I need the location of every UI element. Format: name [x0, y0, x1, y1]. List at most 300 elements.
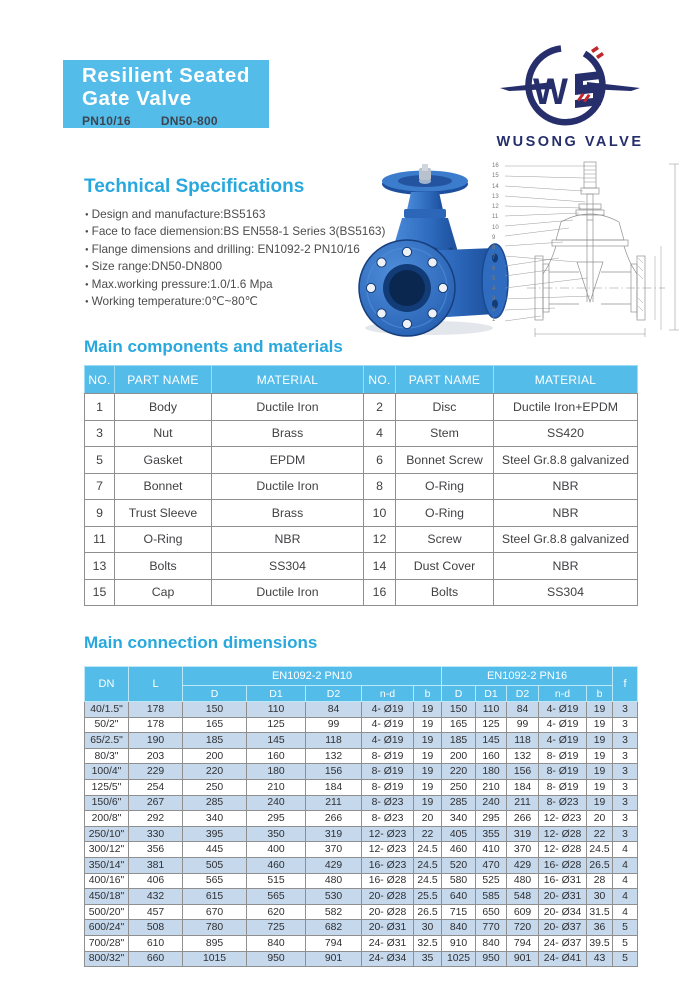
d1-pn10-cell: 180 [247, 764, 306, 780]
d-pn10-cell: 395 [183, 826, 247, 842]
d-pn16-cell: 340 [442, 811, 476, 827]
material-cell: Steel Gr.8.8 galvanized [494, 526, 638, 553]
material-cell: SS304 [494, 579, 638, 606]
part-name-cell: Screw [396, 526, 494, 553]
dn-cell: 150/6" [85, 795, 129, 811]
callout-label: 10 [492, 224, 499, 231]
callout-label: 8 [492, 245, 496, 252]
nd-pn10-cell: 24- Ø31 [362, 935, 414, 951]
dimensions-row [85, 811, 638, 827]
b-pn10-cell: 30 [414, 920, 442, 936]
material-cell: NBR [494, 553, 638, 580]
d2-pn16-cell: 901 [507, 951, 539, 967]
nd-pn16-cell: 16- Ø28 [539, 857, 587, 873]
callout-label: 9 [492, 234, 496, 241]
b-pn16-cell: 19 [587, 702, 613, 718]
f-cell: 4 [613, 842, 638, 858]
b-pn10-cell: 19 [414, 748, 442, 764]
gate-valve-section-drawing-image [489, 158, 689, 340]
group-header-pn10: EN1092-2 PN10 [183, 667, 442, 686]
d2-pn16-cell: 184 [507, 779, 539, 795]
dn-cell: 450/18" [85, 889, 129, 905]
no-cell: 16 [364, 579, 396, 606]
dimensions-row [85, 702, 638, 718]
d2-pn16-cell: 609 [507, 904, 539, 920]
nd-pn16-cell: 24- Ø41 [539, 951, 587, 967]
spec-item: ● Max.working pressure:1.0/1.6 Mpa [85, 276, 360, 293]
components-row [85, 447, 638, 474]
b-pn10-cell: 26.5 [414, 904, 442, 920]
f-cell: 5 [613, 951, 638, 967]
d2-pn16-cell: 720 [507, 920, 539, 936]
dn-cell: 800/32" [85, 951, 129, 967]
dimensions-row [85, 795, 638, 811]
brand-name: WUSONG VALVE [496, 134, 644, 150]
product-title-line-2: Gate Valve [82, 86, 192, 110]
f-cell: 3 [613, 748, 638, 764]
d1-pn16-cell: 410 [476, 842, 507, 858]
spec-item: ● Flange dimensions and drilling: EN1092-2 PN10/16 [85, 241, 360, 258]
part-name-cell: Body [115, 394, 212, 421]
no-cell: 2 [364, 394, 396, 421]
d1-pn10-cell: 110 [247, 702, 306, 718]
nd-pn10-cell: 8- Ø19 [362, 764, 414, 780]
dn-cell: 100/4" [85, 764, 129, 780]
f-cell: 3 [613, 702, 638, 718]
brand-block [490, 40, 650, 150]
dn-cell: 500/20" [85, 904, 129, 920]
callout-label: 13 [492, 193, 499, 200]
d1-pn10-cell: 840 [247, 935, 306, 951]
part-name-cell: Nut [115, 420, 212, 447]
d-pn10-cell: 670 [183, 904, 247, 920]
size-range: DN50-800 [160, 114, 218, 128]
d2-pn10-cell: 118 [306, 733, 362, 749]
dimensions-row [85, 764, 638, 780]
nd-pn16-cell: 16- Ø31 [539, 873, 587, 889]
components-table [84, 365, 638, 606]
material-cell: SS420 [494, 420, 638, 447]
nd-pn10-cell: 12- Ø23 [362, 842, 414, 858]
b-pn16-cell: 43 [587, 951, 613, 967]
d-pn10-cell: 780 [183, 920, 247, 936]
nd-pn10-cell: 16- Ø23 [362, 857, 414, 873]
dimensions-heading: Main connection dimensions [84, 633, 318, 652]
d-pn16-cell: 220 [442, 764, 476, 780]
d-pn16-cell: 715 [442, 904, 476, 920]
d1-pn10-cell: 145 [247, 733, 306, 749]
d-pn16-cell: 185 [442, 733, 476, 749]
d2-pn10-cell: 582 [306, 904, 362, 920]
d1-pn16-cell: 525 [476, 873, 507, 889]
d1-pn16-cell: 950 [476, 951, 507, 967]
part-name-cell: Disc [396, 394, 494, 421]
d2-pn10-cell: 99 [306, 717, 362, 733]
d2-pn16-cell: 794 [507, 935, 539, 951]
callout-label: 11 [492, 214, 499, 221]
no-cell: 3 [85, 420, 115, 447]
components-row [85, 553, 638, 580]
d2-pn16-cell: 84 [507, 702, 539, 718]
dimensions-row [85, 951, 638, 967]
d1-pn10-cell: 460 [247, 857, 306, 873]
dimensions-group-header-row [85, 667, 638, 686]
d1-pn16-cell: 295 [476, 811, 507, 827]
col-header-material-left: MATERIAL [212, 366, 364, 394]
b-pn10-cell: 22 [414, 826, 442, 842]
part-name-cell: Bolts [115, 553, 212, 580]
dimensions-row [85, 920, 638, 936]
no-cell: 12 [364, 526, 396, 553]
no-cell: 14 [364, 553, 396, 580]
logo-monogram: W [533, 71, 568, 112]
f-cell: 3 [613, 779, 638, 795]
b-pn16-cell: 19 [587, 717, 613, 733]
b-pn16-cell: 26.5 [587, 857, 613, 873]
d1-pn10-cell: 565 [247, 889, 306, 905]
d1-pn10-cell: 620 [247, 904, 306, 920]
specs-heading: Technical Specifications [84, 176, 305, 197]
part-name-cell: Stem [396, 420, 494, 447]
l-cell: 356 [129, 842, 183, 858]
d-pn10-cell: 895 [183, 935, 247, 951]
header-title-block [63, 60, 269, 128]
no-cell: 4 [364, 420, 396, 447]
nd-pn10-cell: 16- Ø28 [362, 873, 414, 889]
drawing-callouts [492, 163, 499, 323]
dimensions-row [85, 904, 638, 920]
d2-pn16-cell: 548 [507, 889, 539, 905]
d1-pn10-cell: 515 [247, 873, 306, 889]
material-cell: NBR [494, 500, 638, 527]
d1-pn10-cell: 725 [247, 920, 306, 936]
d1-pn10-cell: 125 [247, 717, 306, 733]
d1-pn10-cell: 950 [247, 951, 306, 967]
l-cell: 178 [129, 702, 183, 718]
d2-pn10-cell: 319 [306, 826, 362, 842]
dn-cell: 250/10" [85, 826, 129, 842]
nd-pn16-cell: 8- Ø19 [539, 779, 587, 795]
f-cell: 5 [613, 935, 638, 951]
nd-pn10-cell: 4- Ø19 [362, 733, 414, 749]
material-cell: Ductile Iron+EPDM [494, 394, 638, 421]
callout-label: 12 [492, 204, 499, 211]
col-header-no-right: NO. [364, 366, 396, 394]
dn-cell: 600/24" [85, 920, 129, 936]
part-name-cell: Dust Cover [396, 553, 494, 580]
d-pn16-cell: 640 [442, 889, 476, 905]
f-cell: 4 [613, 857, 638, 873]
col-header-b-pn16: b [587, 686, 613, 702]
pressure-rating: PN10/16 [82, 114, 131, 128]
part-name-cell: Cap [115, 579, 212, 606]
l-cell: 229 [129, 764, 183, 780]
components-header-row [85, 366, 638, 394]
part-name-cell: O-Ring [396, 500, 494, 527]
b-pn10-cell: 20 [414, 811, 442, 827]
material-cell: EPDM [212, 447, 364, 474]
d-pn16-cell: 1025 [442, 951, 476, 967]
nd-pn10-cell: 4- Ø19 [362, 702, 414, 718]
b-pn10-cell: 19 [414, 795, 442, 811]
d-pn10-cell: 185 [183, 733, 247, 749]
nd-pn16-cell: 24- Ø37 [539, 935, 587, 951]
b-pn10-cell: 19 [414, 779, 442, 795]
b-pn10-cell: 24.5 [414, 842, 442, 858]
d-pn10-cell: 615 [183, 889, 247, 905]
nd-pn10-cell: 20- Ø28 [362, 904, 414, 920]
part-name-cell: Gasket [115, 447, 212, 474]
d1-pn16-cell: 355 [476, 826, 507, 842]
nd-pn16-cell: 4- Ø19 [539, 702, 587, 718]
dimensions-row [85, 733, 638, 749]
nd-pn16-cell: 12- Ø28 [539, 826, 587, 842]
d1-pn10-cell: 350 [247, 826, 306, 842]
nd-pn10-cell: 4- Ø19 [362, 717, 414, 733]
d2-pn10-cell: 184 [306, 779, 362, 795]
components-row [85, 500, 638, 527]
l-cell: 190 [129, 733, 183, 749]
l-cell: 508 [129, 920, 183, 936]
part-name-cell: Bonnet [115, 473, 212, 500]
dimensions-row [85, 748, 638, 764]
product-subtitle [82, 114, 269, 128]
b-pn10-cell: 24.5 [414, 873, 442, 889]
dn-cell: 40/1.5" [85, 702, 129, 718]
col-header-no-left: NO. [85, 366, 115, 394]
callout-label: 14 [492, 183, 499, 190]
dn-cell: 350/14" [85, 857, 129, 873]
part-name-cell: O-Ring [115, 526, 212, 553]
dimensions-row [85, 717, 638, 733]
b-pn16-cell: 19 [587, 779, 613, 795]
f-cell: 3 [613, 811, 638, 827]
dimensions-row [85, 842, 638, 858]
d2-pn16-cell: 118 [507, 733, 539, 749]
spec-item: ● Working temperature:0℃~80℃ [85, 293, 360, 310]
d2-pn16-cell: 99 [507, 717, 539, 733]
d2-pn10-cell: 530 [306, 889, 362, 905]
d2-pn10-cell: 480 [306, 873, 362, 889]
components-row [85, 394, 638, 421]
l-cell: 381 [129, 857, 183, 873]
nd-pn16-cell: 4- Ø19 [539, 733, 587, 749]
b-pn10-cell: 35 [414, 951, 442, 967]
b-pn16-cell: 19 [587, 733, 613, 749]
no-cell: 11 [85, 526, 115, 553]
valve-photo [347, 162, 510, 338]
f-cell: 3 [613, 733, 638, 749]
col-header-d1-pn10: D1 [247, 686, 306, 702]
dn-cell: 50/2" [85, 717, 129, 733]
f-cell: 4 [613, 889, 638, 905]
dn-cell: 300/12" [85, 842, 129, 858]
b-pn10-cell: 24.5 [414, 857, 442, 873]
valve-drawing [489, 158, 689, 340]
dimensions-row [85, 826, 638, 842]
d-pn16-cell: 520 [442, 857, 476, 873]
d-pn10-cell: 165 [183, 717, 247, 733]
d1-pn16-cell: 470 [476, 857, 507, 873]
no-cell: 15 [85, 579, 115, 606]
d1-pn16-cell: 585 [476, 889, 507, 905]
col-header-nd-pn10: n-d [362, 686, 414, 702]
dimensions-row [85, 779, 638, 795]
col-header-d2-pn10: D2 [306, 686, 362, 702]
l-cell: 432 [129, 889, 183, 905]
material-cell: Ductile Iron [212, 473, 364, 500]
nd-pn10-cell: 20- Ø31 [362, 920, 414, 936]
l-cell: 178 [129, 717, 183, 733]
dimensions-row [85, 889, 638, 905]
b-pn10-cell: 32.5 [414, 935, 442, 951]
col-header-b-pn10: b [414, 686, 442, 702]
d2-pn10-cell: 156 [306, 764, 362, 780]
no-cell: 5 [85, 447, 115, 474]
nd-pn10-cell: 24- Ø34 [362, 951, 414, 967]
d-pn10-cell: 340 [183, 811, 247, 827]
no-cell: 6 [364, 447, 396, 474]
nd-pn16-cell: 20- Ø37 [539, 920, 587, 936]
b-pn16-cell: 19 [587, 795, 613, 811]
d-pn16-cell: 150 [442, 702, 476, 718]
nd-pn10-cell: 12- Ø23 [362, 826, 414, 842]
d2-pn16-cell: 156 [507, 764, 539, 780]
b-pn16-cell: 31.5 [587, 904, 613, 920]
callout-label: 2 [492, 306, 496, 313]
nd-pn16-cell: 8- Ø19 [539, 748, 587, 764]
part-name-cell: Trust Sleeve [115, 500, 212, 527]
material-cell: Ductile Iron [212, 579, 364, 606]
handwheel-icon [382, 164, 468, 195]
d1-pn16-cell: 125 [476, 717, 507, 733]
d1-pn16-cell: 180 [476, 764, 507, 780]
col-header-dn: DN [85, 667, 129, 702]
col-header-nd-pn16: n-d [539, 686, 587, 702]
group-header-pn16: EN1092-2 PN16 [442, 667, 613, 686]
b-pn10-cell: 19 [414, 764, 442, 780]
wusong-valve-logo-icon [495, 40, 645, 132]
dn-cell: 65/2.5" [85, 733, 129, 749]
l-cell: 330 [129, 826, 183, 842]
callout-label: 15 [492, 173, 499, 180]
nd-pn16-cell: 20- Ø34 [539, 904, 587, 920]
dimensions-row [85, 873, 638, 889]
nd-pn16-cell: 20- Ø31 [539, 889, 587, 905]
d-pn10-cell: 445 [183, 842, 247, 858]
d2-pn16-cell: 211 [507, 795, 539, 811]
dn-cell: 200/8" [85, 811, 129, 827]
nd-pn10-cell: 8- Ø19 [362, 748, 414, 764]
callout-label: 16 [492, 163, 499, 169]
callout-label: 6 [492, 265, 496, 272]
col-header-part-left: PART NAME [115, 366, 212, 394]
d-pn16-cell: 200 [442, 748, 476, 764]
d-pn16-cell: 840 [442, 920, 476, 936]
f-cell: 5 [613, 920, 638, 936]
b-pn10-cell: 19 [414, 702, 442, 718]
spec-item: ● Size range:DN50-DN800 [85, 258, 360, 275]
d-pn16-cell: 580 [442, 873, 476, 889]
d2-pn16-cell: 370 [507, 842, 539, 858]
specs-list [85, 206, 386, 310]
d2-pn10-cell: 266 [306, 811, 362, 827]
d2-pn10-cell: 429 [306, 857, 362, 873]
nd-pn16-cell: 12- Ø28 [539, 842, 587, 858]
d-pn16-cell: 405 [442, 826, 476, 842]
no-cell: 13 [85, 553, 115, 580]
callout-label: 3 [492, 296, 496, 303]
nd-pn16-cell: 4- Ø19 [539, 717, 587, 733]
f-cell: 3 [613, 717, 638, 733]
nd-pn16-cell: 8- Ø23 [539, 795, 587, 811]
nd-pn10-cell: 8- Ø19 [362, 779, 414, 795]
f-cell: 4 [613, 873, 638, 889]
nd-pn10-cell: 8- Ø23 [362, 811, 414, 827]
d-pn10-cell: 200 [183, 748, 247, 764]
d-pn16-cell: 285 [442, 795, 476, 811]
b-pn10-cell: 19 [414, 733, 442, 749]
d1-pn10-cell: 400 [247, 842, 306, 858]
col-header-f: f [613, 667, 638, 702]
nd-pn16-cell: 8- Ø19 [539, 764, 587, 780]
d-pn10-cell: 565 [183, 873, 247, 889]
d-pn16-cell: 910 [442, 935, 476, 951]
d1-pn16-cell: 240 [476, 795, 507, 811]
d2-pn10-cell: 132 [306, 748, 362, 764]
product-title-line-1: Resilient Seated [82, 64, 250, 87]
d2-pn16-cell: 480 [507, 873, 539, 889]
l-cell: 610 [129, 935, 183, 951]
dimensions-row [85, 857, 638, 873]
part-name-cell: O-Ring [396, 473, 494, 500]
spec-item: ● Face to face diemension:BS EN558-1 Series 3(BS5163) [85, 223, 360, 240]
material-cell: Brass [212, 500, 364, 527]
no-cell: 7 [85, 473, 115, 500]
d1-pn10-cell: 210 [247, 779, 306, 795]
l-cell: 660 [129, 951, 183, 967]
l-cell: 254 [129, 779, 183, 795]
callout-label: 7 [492, 255, 496, 262]
f-cell: 3 [613, 795, 638, 811]
col-header-l: L [129, 667, 183, 702]
spec-item: ● Design and manufacture:BS5163 [85, 206, 360, 223]
d2-pn16-cell: 319 [507, 826, 539, 842]
d2-pn10-cell: 370 [306, 842, 362, 858]
d-pn10-cell: 1015 [183, 951, 247, 967]
components-heading: Main components and materials [84, 337, 343, 356]
d1-pn16-cell: 145 [476, 733, 507, 749]
f-cell: 4 [613, 904, 638, 920]
dimensions-table [84, 666, 638, 967]
gate-valve-photo-image [347, 162, 510, 338]
d-pn10-cell: 150 [183, 702, 247, 718]
components-row [85, 526, 638, 553]
no-cell: 8 [364, 473, 396, 500]
d1-pn10-cell: 295 [247, 811, 306, 827]
d1-pn16-cell: 770 [476, 920, 507, 936]
d2-pn10-cell: 901 [306, 951, 362, 967]
components-row [85, 473, 638, 500]
material-cell: NBR [494, 473, 638, 500]
b-pn10-cell: 25.5 [414, 889, 442, 905]
d1-pn16-cell: 840 [476, 935, 507, 951]
nd-pn10-cell: 8- Ø23 [362, 795, 414, 811]
b-pn16-cell: 24.5 [587, 842, 613, 858]
material-cell: Steel Gr.8.8 galvanized [494, 447, 638, 474]
d2-pn10-cell: 794 [306, 935, 362, 951]
dn-cell: 400/16" [85, 873, 129, 889]
